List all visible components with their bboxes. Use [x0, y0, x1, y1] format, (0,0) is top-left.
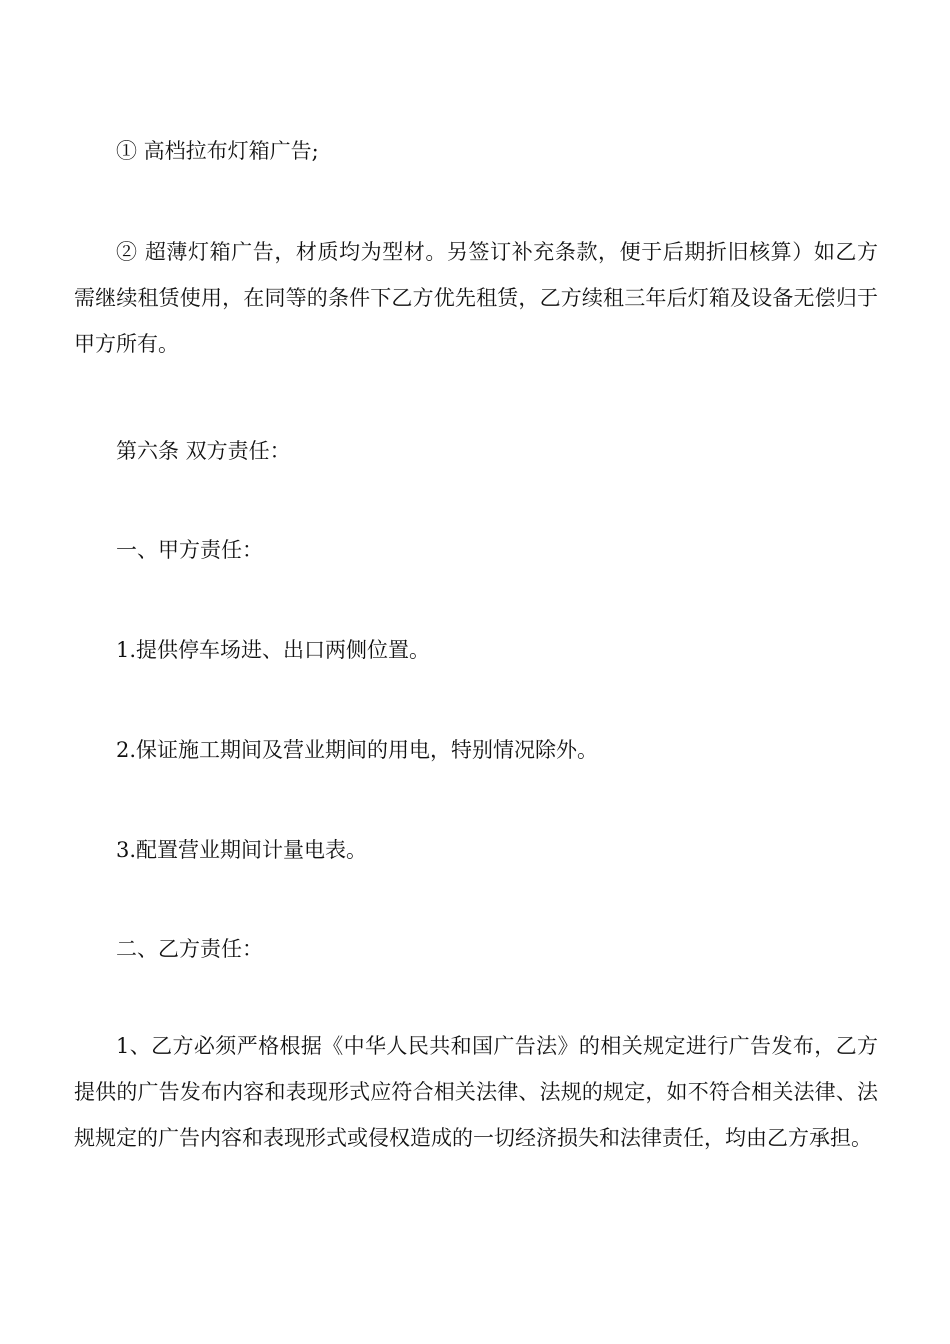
article-six-heading: 第六条 双方责任：: [116, 439, 291, 463]
party-a-item-1: 1.提供停车场进、出口两侧位置。: [116, 638, 431, 662]
paragraph-thin-light-box: ② 超薄灯箱广告，材质均为型材。另签订补充条款，便于后期折旧核算）如乙方需继续租赁使用，在同等的条件下乙方优先租赁，乙方续租三年后灯箱及设备无偿归于甲方所有。: [74, 240, 878, 356]
party-b-item-1: 1、乙方必须严格根据《中华人民共和国广告法》的相关规定进行广告发布，乙方提供的广告发布内容和表现形式应符合相关法律、法规的规定，如不符合相关法律、法规规定的广告内容和表现形式或侵权造成的一切经济损失和法律责任，均由乙方承担。: [74, 1034, 878, 1150]
party-a-item-2: 2.保证施工期间及营业期间的用电，特别情况除外。: [116, 738, 599, 762]
paragraph-light-box-fabric: ① 高档拉布灯箱广告;: [116, 139, 319, 163]
party-a-item-3: 3.配置营业期间计量电表。: [116, 838, 368, 862]
party-a-responsibility-heading: 一、甲方责任：: [116, 538, 263, 562]
party-b-responsibility-heading: 二、乙方责任：: [116, 937, 263, 961]
